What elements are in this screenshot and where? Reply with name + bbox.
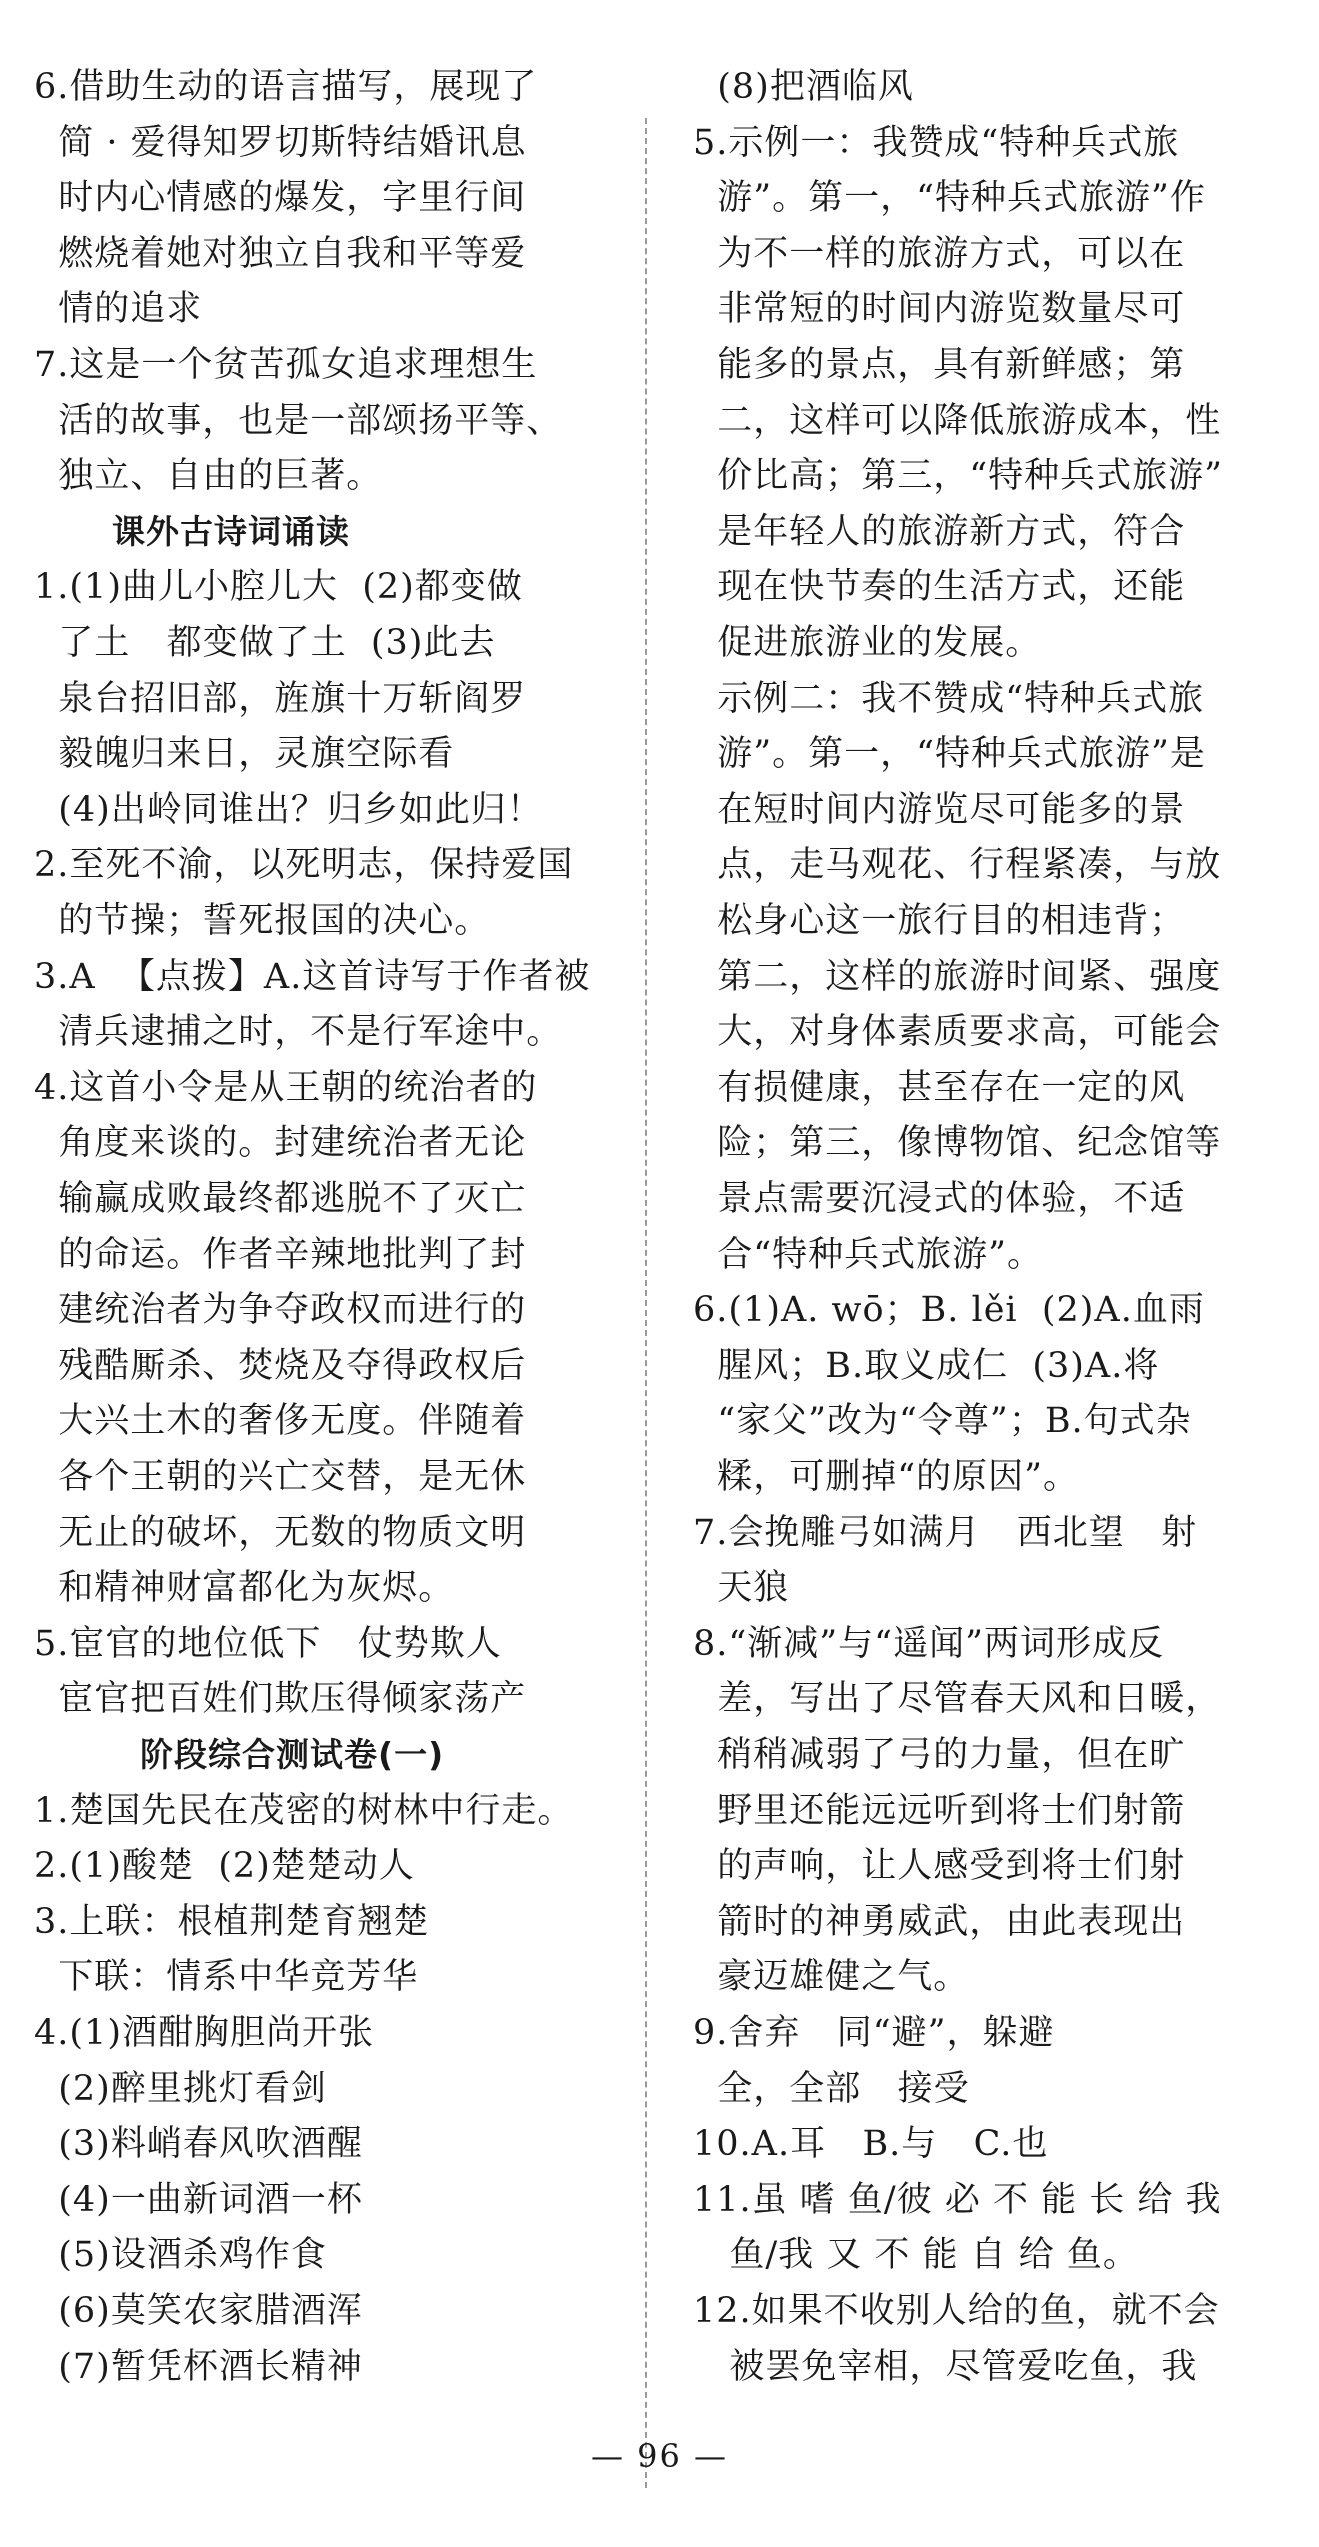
- text-line: 无止的破坏，无数的物质文明: [34, 1513, 527, 1553]
- text-line: 输赢成败最终都逃脱不了灭亡: [34, 1179, 527, 1219]
- text-line: 天狼: [693, 1568, 790, 1608]
- text-line: 差，写出了尽管春天风和日暖，: [693, 1679, 1222, 1719]
- text-line: 12.如果不收别人给的鱼，就不会: [693, 2291, 1220, 2331]
- text-line: 9.舍弃 同“避”，躲避: [693, 2013, 1055, 2053]
- text-line: 点，走马观花、行程紧凑，与放: [693, 845, 1222, 885]
- text-line: 4.这首小令是从王朝的统治者的: [34, 1068, 538, 1108]
- text-line: 合“特种兵式旅游”。: [693, 1235, 1044, 1275]
- text-line: 3.上联：根植荆楚育翘楚: [34, 1902, 430, 1942]
- text-line: 毅魄归来日，灵旗空际看: [34, 734, 455, 774]
- text-line: 下联：情系中华竞芳华: [34, 1957, 419, 1997]
- text-line: (4)出岭同谁出？归乡如此归！: [34, 790, 543, 830]
- text-line: 大，对身体素质要求高，可能会: [693, 1012, 1222, 1052]
- text-line: 8.“渐减”与“遥闻”两词形成反: [693, 1624, 1164, 1664]
- text-line: 5.宦官的地位低下 仗势欺人: [34, 1624, 502, 1664]
- text-line: 险；第三，像博物馆、纪念馆等: [693, 1123, 1222, 1163]
- text-line: 野里还能远远听到将士们射箭: [693, 1791, 1186, 1831]
- text-line: 时内心情感的爆发，字里行间: [34, 178, 527, 218]
- text-line: 活的故事，也是一部颂扬平等、: [34, 401, 563, 441]
- text-line: 在短时间内游览尽可能多的景: [693, 790, 1186, 830]
- text-line: 的命运。作者辛辣地批判了封: [34, 1235, 527, 1275]
- text-line: 6.借助生动的语言描写，展现了: [34, 67, 538, 107]
- text-line: 2.至死不渝，以死明志，保持爱国: [34, 845, 574, 885]
- text-line: 第二，这样的旅游时间紧、强度: [693, 957, 1222, 997]
- page-number: — 96 —: [590, 2437, 729, 2475]
- text-line: 泉台招旧部，旌旗十万斩阎罗: [34, 679, 527, 719]
- text-line: 全，全部 接受: [693, 2069, 970, 2109]
- text-line: 景点需要沉浸式的体验，不适: [693, 1179, 1186, 1219]
- text-line: 腥风；B.取义成仁 (3)A.将: [693, 1346, 1160, 1386]
- section-heading: 课外古诗词诵读: [112, 512, 350, 551]
- text-line: 糅，可删掉“的原因”。: [693, 1457, 1080, 1497]
- text-line: 有损健康，甚至存在一定的风: [693, 1068, 1186, 1108]
- text-line: 现在快节奏的生活方式，还能: [693, 567, 1186, 607]
- text-line: 7.会挽雕弓如满月 西北望 射: [693, 1513, 1198, 1553]
- text-line: 是年轻人的旅游新方式，符合: [693, 512, 1186, 552]
- text-line: 11.虽 嗜 鱼/彼 必 不 能 长 给 我: [693, 2180, 1222, 2220]
- text-line: 价比高；第三，“特种兵式旅游”: [693, 456, 1224, 496]
- text-line: 二，这样可以降低旅游成本，性: [693, 401, 1222, 441]
- text-line: 箭时的神勇威武，由此表现出: [693, 1902, 1186, 1942]
- text-line: 宦官把百姓们欺压得倾家荡产: [34, 1679, 527, 1719]
- text-line: 游”。第一，“特种兵式旅游”作: [693, 178, 1206, 218]
- text-line: 的声响，让人感受到将士们射: [693, 1846, 1186, 1886]
- text-line: 游”。第一，“特种兵式旅游”是: [693, 734, 1206, 774]
- text-line: (5)设酒杀鸡作食: [34, 2235, 327, 2275]
- text-line: 稍稍减弱了弓的力量，但在旷: [693, 1735, 1186, 1775]
- text-line: 独立、自由的巨著。: [34, 456, 383, 496]
- text-line: 1.楚国先民在茂密的树林中行走。: [34, 1791, 574, 1831]
- text-line: 3.A 【点拨】A.这首诗写于作者被: [34, 957, 591, 997]
- text-line: “家父”改为“令尊”；B.句式杂: [693, 1401, 1192, 1441]
- text-line: 情的追求: [34, 289, 203, 329]
- text-line: 鱼/我 又 不 能 自 给 鱼。: [693, 2235, 1139, 2275]
- text-line: 松身心这一旅行目的相违背；: [693, 901, 1186, 941]
- section-heading: 阶段综合测试卷(一): [140, 1735, 445, 1774]
- text-line: (3)料峭春风吹酒醒: [34, 2124, 363, 2164]
- text-line: 大兴土木的奢侈无度。伴随着: [34, 1401, 527, 1441]
- text-line: (4)一曲新词酒一杯: [34, 2180, 363, 2220]
- text-line: 燃烧着她对独立自我和平等爱: [34, 234, 527, 274]
- text-line: (2)醉里挑灯看剑: [34, 2069, 327, 2109]
- column-divider: [645, 118, 647, 2488]
- text-line: (6)莫笑农家腊酒浑: [34, 2291, 363, 2331]
- text-line: 建统治者为争夺政权而进行的: [34, 1290, 527, 1330]
- text-line: 豪迈雄健之气。: [693, 1957, 970, 1997]
- text-line: 6.(1)A. wō；B. lěi (2)A.血雨: [693, 1290, 1205, 1330]
- text-line: 为不一样的旅游方式，可以在: [693, 234, 1186, 274]
- text-line: 被罢免宰相，尽管爱吃鱼，我: [693, 2347, 1198, 2387]
- text-line: 的节操；誓死报国的决心。: [34, 901, 491, 941]
- text-line: 能多的景点，具有新鲜感；第: [693, 345, 1186, 385]
- text-line: 2.(1)酸楚 (2)楚楚动人: [34, 1846, 415, 1886]
- text-line: 残酷厮杀、焚烧及夺得政权后: [34, 1346, 527, 1386]
- text-line: 角度来谈的。封建统治者无论: [34, 1123, 527, 1163]
- text-line: 示例二：我不赞成“特种兵式旅: [693, 679, 1205, 719]
- text-line: 7.这是一个贫苦孤女追求理想生: [34, 345, 538, 385]
- text-line: (7)暂凭杯酒长精神: [34, 2347, 363, 2387]
- text-line: 10.A.耳 B.与 C.也: [693, 2124, 1049, 2164]
- text-line: (8)把酒临风: [693, 67, 914, 107]
- text-line: 5.示例一：我赞成“特种兵式旅: [693, 123, 1180, 163]
- text-line: 清兵逮捕之时，不是行军途中。: [34, 1012, 563, 1052]
- text-line: 非常短的时间内游览数量尽可: [693, 289, 1186, 329]
- text-line: 和精神财富都化为灰烬。: [34, 1568, 455, 1608]
- text-line: 各个王朝的兴亡交替，是无休: [34, 1457, 527, 1497]
- text-line: 了土 都变做了土 (3)此去: [34, 623, 496, 663]
- text-line: 简 · 爱得知罗切斯特结婚讯息: [34, 123, 527, 163]
- text-line: 4.(1)酒酣胸胆尚开张: [34, 2013, 374, 2053]
- text-line: 促进旅游业的发展。: [693, 623, 1042, 663]
- text-line: 1.(1)曲儿小腔儿大 (2)都变做: [34, 567, 523, 607]
